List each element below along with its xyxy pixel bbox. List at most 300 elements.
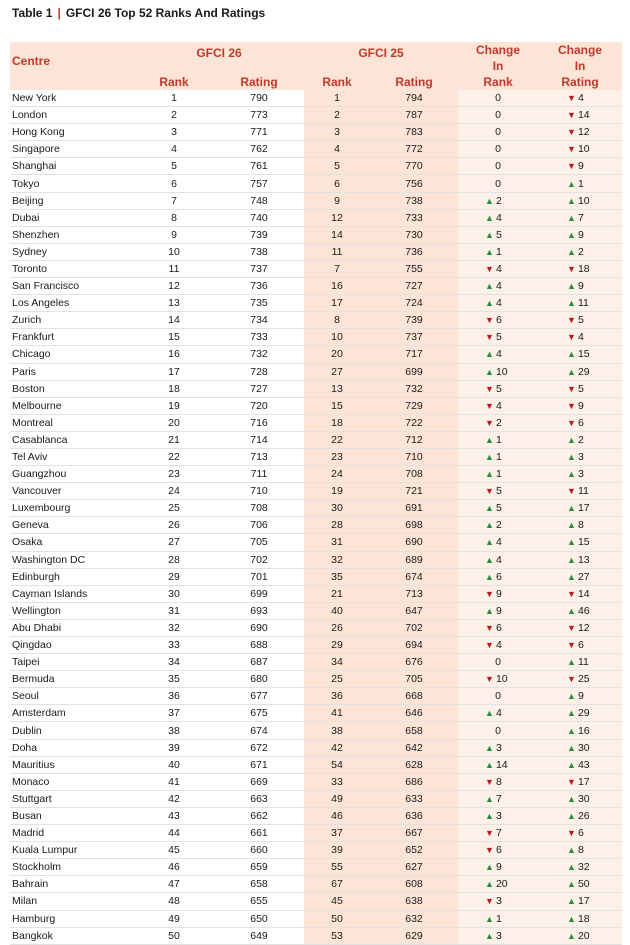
down-arrow-icon: ▼ [567, 263, 576, 274]
up-arrow-icon: ▲ [485, 742, 494, 753]
change-in-rank-cell-content [485, 757, 511, 773]
gfci25-rating-cell: 698 [370, 517, 458, 534]
table-row [10, 825, 622, 842]
change-in-rating-cell-content [567, 432, 593, 448]
down-arrow-icon: ▼ [485, 417, 494, 428]
change-in-rating-cell-content [567, 227, 593, 243]
gfci25-rank-cell: 11 [304, 243, 370, 260]
gfci25-rating-cell: 727 [370, 278, 458, 295]
table-row [10, 192, 622, 209]
up-arrow-icon: ▲ [485, 434, 494, 445]
down-arrow-icon: ▼ [567, 315, 576, 326]
table-row [10, 107, 622, 124]
table-row [10, 483, 622, 500]
centre-cell: Geneva [10, 517, 134, 534]
gfci25-rating-cell: 628 [370, 756, 458, 773]
gfci25-rank-cell: 40 [304, 602, 370, 619]
centre-cell: Amsterdam [10, 705, 134, 722]
change-in-rank-cell [458, 431, 538, 448]
change-in-rating-cell-value: 9 [577, 228, 584, 241]
up-arrow-icon: ▲ [485, 537, 494, 548]
change-in-rank-cell [458, 910, 538, 927]
gfci26-rank-cell: 20 [134, 414, 214, 431]
change-in-rank-cell-content [485, 346, 511, 362]
change-in-rating-cell [538, 825, 622, 842]
table-row [10, 380, 622, 397]
gfci25-rating-cell: 770 [370, 158, 458, 175]
change-in-rating-cell-content [567, 244, 593, 260]
change-in-rating-cell-value: 9 [577, 160, 584, 173]
gfci26-rank-cell: 5 [134, 158, 214, 175]
change-in-rating-cell-value: 9 [577, 280, 584, 293]
gfci26-rating-cell: 748 [214, 192, 304, 209]
change-in-rank-cell [458, 295, 538, 312]
table-row [10, 790, 622, 807]
gfci26-rating-cell: 733 [214, 329, 304, 346]
change-in-rating-cell [538, 466, 622, 483]
change-in-rating-cell-value: 27 [577, 570, 590, 583]
gfci26-rating-cell: 659 [214, 859, 304, 876]
change-in-rank-cell-value: 1 [495, 245, 502, 258]
up-arrow-icon: ▲ [567, 366, 576, 377]
change-in-rank-cell [458, 619, 538, 636]
gfci25-rating-cell: 717 [370, 346, 458, 363]
change-in-rank-cell-value: 1 [495, 912, 502, 925]
gfci25-rating-cell: 694 [370, 637, 458, 654]
gfci25-rank-cell: 6 [304, 175, 370, 192]
change-in-rating-cell-content [567, 825, 593, 841]
gfci26-rank-cell: 10 [134, 243, 214, 260]
gfci25-rank-cell: 36 [304, 688, 370, 705]
change-in-rank-cell-value: 0 [495, 92, 501, 105]
up-arrow-icon: ▲ [567, 229, 576, 240]
gfci26-rating-cell: 734 [214, 312, 304, 329]
change-in-rank-cell-content [485, 637, 511, 653]
gfci25-rank-cell: 20 [304, 346, 370, 363]
change-in-rating-cell-value: 9 [577, 690, 584, 703]
gfci26-rating-cell: 790 [214, 90, 304, 107]
rankings-table [10, 42, 622, 945]
centre-cell: Sydney [10, 243, 134, 260]
change-in-rank-cell-value: 6 [495, 844, 502, 857]
gfci26-rank-cell: 37 [134, 705, 214, 722]
down-arrow-icon: ▼ [485, 640, 494, 651]
change-in-rating-cell-value: 12 [577, 621, 590, 634]
change-in-rating-cell-content [567, 859, 593, 875]
gfci26-rank-cell: 15 [134, 329, 214, 346]
gfci25-rating-cell: 632 [370, 910, 458, 927]
change-in-rating-cell-content [567, 893, 593, 909]
change-in-rank-cell-content [485, 552, 511, 568]
change-in-rank-cell-value: 4 [495, 348, 502, 361]
change-in-rank-cell-content [485, 911, 511, 927]
change-in-rating-cell-value: 29 [577, 707, 590, 720]
table-row [10, 842, 622, 859]
gfci25-rating-cell: 710 [370, 448, 458, 465]
change-in-rating-cell [538, 807, 622, 824]
change-in-rating-cell-value: 2 [577, 245, 584, 258]
change-in-rating-cell-value: 30 [577, 741, 590, 754]
gfci26-rank-cell: 31 [134, 602, 214, 619]
up-arrow-icon: ▲ [567, 281, 576, 292]
gfci26-rating-cell: 737 [214, 260, 304, 277]
gfci26-rating-cell: 710 [214, 483, 304, 500]
down-arrow-icon: ▼ [485, 828, 494, 839]
gfci25-rating-cell: 686 [370, 773, 458, 790]
up-arrow-icon: ▲ [485, 503, 494, 514]
gfci25-rating-cell: 730 [370, 226, 458, 243]
gfci26-rank-cell: 38 [134, 722, 214, 739]
change-in-rating-cell-value: 5 [577, 382, 584, 395]
change-in-rank-cell [458, 226, 538, 243]
gfci26-rating-cell: 677 [214, 688, 304, 705]
gfci25-rank-cell: 13 [304, 380, 370, 397]
change-in-rating-cell [538, 551, 622, 568]
change-in-rank-cell [458, 278, 538, 295]
change-in-rating-cell [538, 876, 622, 893]
change-in-rating-cell [538, 209, 622, 226]
header-spacer [214, 61, 304, 74]
gfci26-rating-cell: 650 [214, 910, 304, 927]
change-in-rank-cell-value: 4 [495, 262, 502, 275]
up-arrow-icon: ▲ [567, 503, 576, 514]
change-in-rating-cell [538, 312, 622, 329]
down-arrow-icon: ▼ [485, 588, 494, 599]
change-in-rating-cell-value: 7 [577, 211, 584, 224]
table-row [10, 773, 622, 790]
change-in-rank-cell-content [485, 124, 511, 140]
centre-cell: Beijing [10, 192, 134, 209]
change-in-rank-cell [458, 209, 538, 226]
down-arrow-icon: ▼ [567, 110, 576, 121]
change-in-rank-cell-value: 4 [495, 536, 502, 549]
centre-cell: Casablanca [10, 431, 134, 448]
gfci25-rank-cell: 25 [304, 671, 370, 688]
header-gfci26-rank: Rank [134, 73, 214, 90]
table-row [10, 363, 622, 380]
gfci26-rating-cell: 762 [214, 141, 304, 158]
change-in-rank-cell-value: 4 [495, 553, 502, 566]
change-in-rank-cell-value: 0 [495, 656, 501, 669]
change-in-rank-cell-content [485, 244, 511, 260]
table-row [10, 688, 622, 705]
gfci25-rank-cell: 55 [304, 859, 370, 876]
down-arrow-icon: ▼ [485, 845, 494, 856]
centre-cell: Abu Dhabi [10, 619, 134, 636]
gfci26-rank-cell: 44 [134, 825, 214, 842]
up-arrow-icon: ▲ [485, 195, 494, 206]
change-in-rating-cell-content [567, 774, 593, 790]
change-in-rating-cell-value: 26 [577, 809, 590, 822]
gfci26-rank-cell: 19 [134, 397, 214, 414]
change-in-rating-cell-value: 16 [577, 724, 590, 737]
gfci26-rating-cell: 735 [214, 295, 304, 312]
change-in-rank-cell [458, 602, 538, 619]
change-in-rank-cell [458, 329, 538, 346]
up-arrow-icon: ▲ [485, 793, 494, 804]
change-in-rank-cell-content [485, 158, 511, 174]
gfci25-rating-cell: 608 [370, 876, 458, 893]
centre-cell: Vancouver [10, 483, 134, 500]
table-row [10, 619, 622, 636]
down-arrow-icon: ▼ [567, 828, 576, 839]
gfci25-rating-cell: 647 [370, 602, 458, 619]
gfci25-rating-cell: 724 [370, 295, 458, 312]
centre-cell: Qingdao [10, 637, 134, 654]
change-in-rank-cell [458, 773, 538, 790]
gfci26-rating-cell: 761 [214, 158, 304, 175]
gfci25-rank-cell: 32 [304, 551, 370, 568]
change-in-rank-cell-value: 3 [495, 929, 502, 942]
change-in-rating-cell [538, 756, 622, 773]
change-in-rating-cell [538, 192, 622, 209]
change-in-rank-cell [458, 637, 538, 654]
change-in-rank-cell-value: 2 [495, 416, 502, 429]
centre-cell: Melbourne [10, 397, 134, 414]
gfci25-rating-cell: 732 [370, 380, 458, 397]
table-row [10, 876, 622, 893]
change-in-rating-cell [538, 175, 622, 192]
header-change-in-rating [538, 42, 622, 90]
change-in-rank-cell [458, 243, 538, 260]
up-arrow-icon: ▲ [485, 571, 494, 582]
table-title: GFCI 26 Top 52 Ranks And Ratings [65, 6, 266, 20]
change-in-rank-cell-content [485, 176, 511, 192]
gfci25-rank-cell: 37 [304, 825, 370, 842]
change-in-rank-cell-content [485, 808, 511, 824]
change-in-rating-cell-value: 17 [577, 895, 590, 908]
gfci25-rank-cell: 31 [304, 534, 370, 551]
change-in-rating-cell-content [567, 210, 593, 226]
up-arrow-icon: ▲ [567, 298, 576, 309]
change-in-rank-cell-value: 1 [495, 468, 502, 481]
change-in-rating-cell-value: 30 [577, 792, 590, 805]
down-arrow-icon: ▼ [485, 400, 494, 411]
gfci26-rating-cell: 680 [214, 671, 304, 688]
change-in-rating-cell-content [567, 637, 593, 653]
table-row [10, 226, 622, 243]
gfci25-rank-cell: 14 [304, 226, 370, 243]
change-in-rating-cell-value: 1 [577, 177, 584, 190]
gfci26-rating-cell: 669 [214, 773, 304, 790]
gfci26-rating-cell: 661 [214, 825, 304, 842]
gfci25-rating-cell: 676 [370, 654, 458, 671]
gfci25-rating-cell: 708 [370, 466, 458, 483]
change-in-rank-cell-content [485, 329, 511, 345]
change-in-rank-cell-value: 7 [495, 827, 502, 840]
gfci26-rank-cell: 9 [134, 226, 214, 243]
centre-cell: Hong Kong [10, 124, 134, 141]
change-in-rating-cell-value: 4 [577, 92, 584, 105]
change-in-rank-cell [458, 688, 538, 705]
change-in-rank-cell-content [485, 141, 511, 157]
change-in-rank-cell-content [485, 825, 511, 841]
gfci25-rating-cell: 691 [370, 500, 458, 517]
header-centre: Centre [10, 42, 134, 73]
down-arrow-icon: ▼ [567, 640, 576, 651]
change-in-rating-cell-content [567, 312, 593, 328]
change-in-rating-cell-content [567, 158, 593, 174]
change-in-rating-cell [538, 517, 622, 534]
centre-cell: Bangkok [10, 927, 134, 944]
change-in-rating-cell-content [567, 500, 593, 516]
change-in-rank-cell-value: 5 [495, 502, 502, 515]
table-row [10, 654, 622, 671]
gfci26-rank-cell: 1 [134, 90, 214, 107]
table-row [10, 209, 622, 226]
change-in-rating-cell-value: 3 [577, 468, 584, 481]
table-row [10, 431, 622, 448]
gfci26-rank-cell: 7 [134, 192, 214, 209]
change-in-rank-cell-content [485, 227, 511, 243]
gfci26-rank-cell: 2 [134, 107, 214, 124]
table-row [10, 893, 622, 910]
gfci25-rating-cell: 755 [370, 260, 458, 277]
change-in-rank-cell-value: 2 [495, 519, 502, 532]
centre-cell: Seoul [10, 688, 134, 705]
centre-cell: Shenzhen [10, 226, 134, 243]
gfci25-rank-cell: 17 [304, 295, 370, 312]
up-arrow-icon: ▲ [485, 212, 494, 223]
up-arrow-icon: ▲ [485, 469, 494, 480]
change-in-rank-cell-value: 0 [495, 724, 501, 737]
change-in-rank-cell [458, 790, 538, 807]
change-in-rating-cell-content [567, 928, 593, 944]
header-gfci26: GFCI 26 [134, 42, 304, 61]
table-row [10, 295, 622, 312]
down-arrow-icon: ▼ [567, 93, 576, 104]
gfci25-rating-cell: 736 [370, 243, 458, 260]
up-arrow-icon: ▲ [567, 349, 576, 360]
centre-cell: Toronto [10, 260, 134, 277]
change-in-rating-cell-content [567, 449, 593, 465]
down-arrow-icon: ▼ [567, 332, 576, 343]
gfci25-rating-cell: 705 [370, 671, 458, 688]
centre-cell: Dubai [10, 209, 134, 226]
change-in-rating-cell-value: 13 [577, 553, 590, 566]
change-in-rating-cell-value: 50 [577, 878, 590, 891]
change-in-rank-cell [458, 380, 538, 397]
down-arrow-icon: ▼ [485, 332, 494, 343]
change-in-rank-cell-value: 3 [495, 895, 502, 908]
change-in-rank-cell [458, 654, 538, 671]
change-in-rank-cell [458, 825, 538, 842]
gfci25-rank-cell: 30 [304, 500, 370, 517]
change-in-rank-cell-content [485, 500, 511, 516]
change-in-rating-cell-value: 8 [577, 519, 584, 532]
gfci25-rank-cell: 46 [304, 807, 370, 824]
gfci26-rank-cell: 42 [134, 790, 214, 807]
gfci25-rating-cell: 636 [370, 807, 458, 824]
change-in-rating-cell-value: 8 [577, 844, 584, 857]
change-in-rank-cell-value: 3 [495, 741, 502, 754]
change-in-rating-cell [538, 431, 622, 448]
change-in-rank-cell-content [485, 928, 511, 944]
change-in-rating-cell [538, 124, 622, 141]
up-arrow-icon: ▲ [485, 452, 494, 463]
gfci25-rating-cell: 646 [370, 705, 458, 722]
change-in-rating-cell-value: 20 [577, 929, 590, 942]
gfci26-rank-cell: 50 [134, 927, 214, 944]
change-in-rank-cell-content [485, 654, 511, 670]
gfci26-rank-cell: 4 [134, 141, 214, 158]
change-in-rank-cell-value: 5 [495, 485, 502, 498]
down-arrow-icon: ▼ [567, 622, 576, 633]
change-in-rank-cell-content [485, 688, 511, 704]
header-change-in-rank-line1: Change [476, 43, 521, 57]
table-body [10, 90, 622, 944]
change-in-rating-cell-value: 6 [577, 827, 584, 840]
up-arrow-icon: ▲ [567, 195, 576, 206]
up-arrow-icon: ▲ [485, 520, 494, 531]
change-in-rank-cell-content [485, 569, 511, 585]
up-arrow-icon: ▲ [567, 554, 576, 565]
change-in-rating-cell-value: 11 [577, 485, 589, 498]
gfci26-rank-cell: 40 [134, 756, 214, 773]
change-in-rank-cell-value: 4 [495, 211, 502, 224]
change-in-rating-cell [538, 739, 622, 756]
change-in-rank-cell-content [485, 312, 511, 328]
gfci25-rank-cell: 1 [304, 90, 370, 107]
up-arrow-icon: ▲ [485, 298, 494, 309]
change-in-rank-cell-content [485, 517, 511, 533]
gfci26-rank-cell: 22 [134, 448, 214, 465]
change-in-rating-cell-content [567, 124, 593, 140]
change-in-rating-cell-content [567, 654, 593, 670]
change-in-rating-cell-content [567, 364, 593, 380]
change-in-rating-cell-value: 14 [577, 109, 590, 122]
gfci25-rank-cell: 33 [304, 773, 370, 790]
change-in-rating-cell [538, 278, 622, 295]
gfci25-rank-cell: 49 [304, 790, 370, 807]
up-arrow-icon: ▲ [567, 913, 576, 924]
change-in-rating-cell-content [567, 791, 593, 807]
change-in-rank-cell [458, 192, 538, 209]
table-row [10, 414, 622, 431]
centre-cell: New York [10, 90, 134, 107]
gfci26-rating-cell: 655 [214, 893, 304, 910]
gfci25-rank-cell: 19 [304, 483, 370, 500]
up-arrow-icon: ▲ [567, 691, 576, 702]
gfci26-rating-cell: 705 [214, 534, 304, 551]
table-row [10, 807, 622, 824]
centre-cell: Wellington [10, 602, 134, 619]
change-in-rank-cell [458, 346, 538, 363]
down-arrow-icon: ▼ [485, 674, 494, 685]
gfci25-rank-cell: 4 [304, 141, 370, 158]
centre-cell: London [10, 107, 134, 124]
up-arrow-icon: ▲ [485, 554, 494, 565]
gfci25-rank-cell: 7 [304, 260, 370, 277]
change-in-rank-cell [458, 175, 538, 192]
gfci25-rating-cell: 794 [370, 90, 458, 107]
change-in-rank-cell [458, 551, 538, 568]
table-row [10, 637, 622, 654]
change-in-rating-cell-content [567, 90, 593, 106]
up-arrow-icon: ▲ [485, 879, 494, 890]
gfci26-rank-cell: 6 [134, 175, 214, 192]
down-arrow-icon: ▼ [567, 674, 576, 685]
change-in-rank-cell [458, 448, 538, 465]
change-in-rating-cell [538, 295, 622, 312]
table-row [10, 312, 622, 329]
gfci26-rank-cell: 18 [134, 380, 214, 397]
change-in-rank-cell-content [485, 107, 511, 123]
gfci26-rank-cell: 30 [134, 585, 214, 602]
gfci26-rank-cell: 16 [134, 346, 214, 363]
change-in-rating-cell [538, 637, 622, 654]
change-in-rating-cell [538, 671, 622, 688]
